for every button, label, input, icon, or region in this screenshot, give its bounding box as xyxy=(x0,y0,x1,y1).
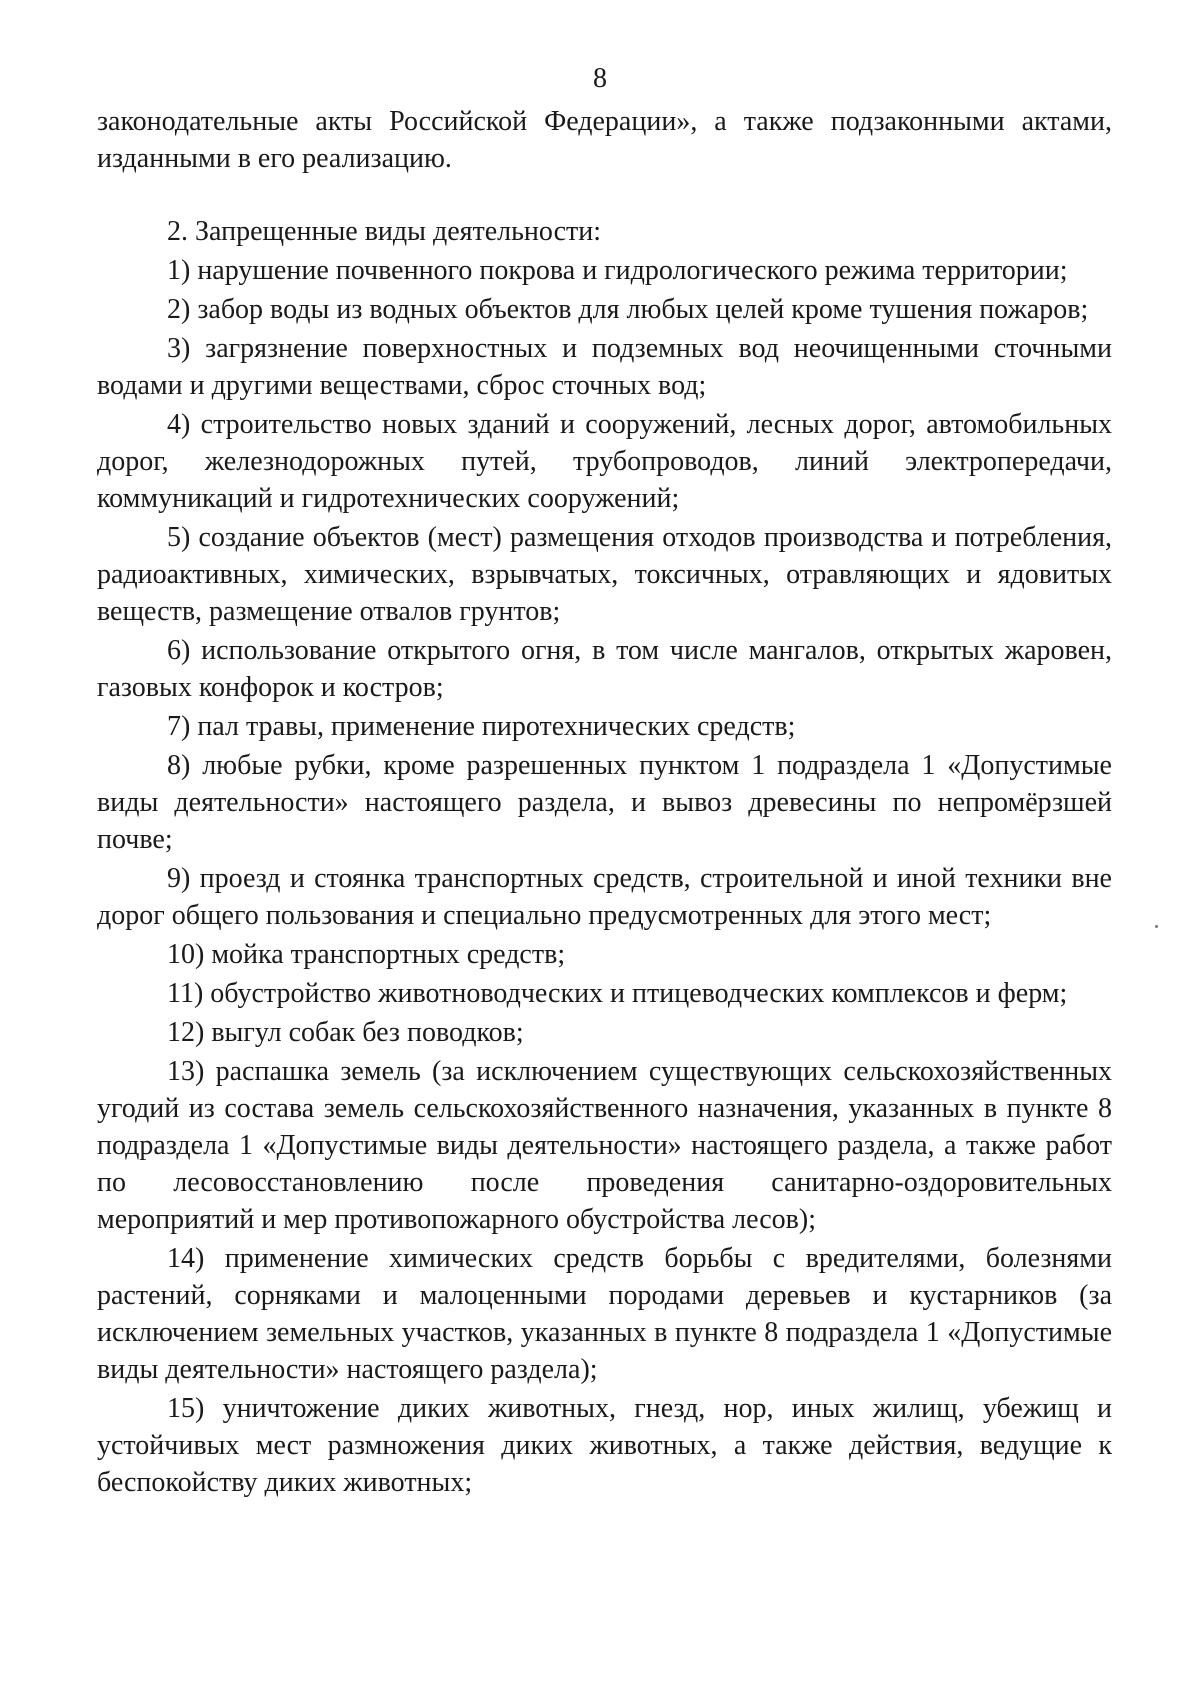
prohibited-item-8: 8) любые рубки, кроме разрешенных пунктом 1 подраздела 1 «Допустимые виды деятельности» настоящего раздела, и вывоз древесины по непромёрзшей почве; xyxy=(97,750,1112,855)
prohibited-item-4: 4) строительство новых зданий и сооружений, лесных дорог, автомобильных дорог, железнодорожных путей, трубопроводов, линий электропередачи, коммуникаций и гидротехнических сооружений; xyxy=(97,409,1112,514)
intro-paragraph: законодательные акты Российской Федерации», а также подзаконными актами, изданными в его реализацию. xyxy=(97,106,1112,174)
document-body xyxy=(97,103,1112,1501)
prohibited-item-11: 11) обустройство животноводческих и птицеводческих комплексов и ферм; xyxy=(167,978,1068,1009)
page-number: 8 xyxy=(593,63,607,94)
scan-speck xyxy=(1155,925,1158,928)
prohibited-item-12: 12) выгул собак без поводков; xyxy=(167,1017,524,1048)
prohibited-item-15: 15) уничтожение диких животных, гнезд, нор, иных жилищ, убежищ и устойчивых мест размножения диких животных, а также действия, ведущие к беспокойству диких животных; xyxy=(97,1393,1112,1498)
section-heading: 2. Запрещенные виды деятельности: xyxy=(167,216,602,247)
prohibited-item-1: 1) нарушение почвенного покрова и гидрологического режима территории; xyxy=(167,255,1068,286)
prohibited-item-3: 3) загрязнение поверхностных и подземных вод неочищенными сточными водами и другими веществами, сброс сточных вод; xyxy=(97,333,1112,401)
prohibited-item-9: 9) проезд и стоянка транспортных средств, строительной и иной техники вне дорог общего пользования и специально предусмотренных для этого мест; xyxy=(97,863,1112,931)
prohibited-item-14: 14) применение химических средств борьбы с вредителями, болезнями растений, сорняками и малоценными породами деревьев и кустарников (за исключением земельных участков, указанных в пункте 8 подраздела 1 «Допустимые виды деятельности» настоящего раздела); xyxy=(97,1243,1112,1385)
prohibited-item-2: 2) забор воды из водных объектов для любых целей кроме тушения пожаров; xyxy=(167,294,1089,325)
prohibited-item-6: 6) использование открытого огня, в том числе мангалов, открытых жаровен, газовых конфорок и костров; xyxy=(97,635,1112,703)
prohibited-item-10: 10) мойка транспортных средств; xyxy=(167,939,566,970)
prohibited-item-5: 5) создание объектов (мест) размещения отходов производства и потребления, радиоактивных, химических, взрывчатых, токсичных, отравляющих и ядовитых веществ, размещение отвалов грунтов; xyxy=(97,522,1112,627)
prohibited-item-13: 13) распашка земель (за исключением существующих сельскохозяйственных угодий из состава земель сельскохозяйственного назначения, указанных в пункте 8 подраздела 1 «Допустимые виды деятельности» настоящего раздела, а также работ по лесовосстановлению после проведения санитарно-оздоровительных мероприятий и мер противопожарного обустройства лесов); xyxy=(97,1056,1112,1235)
prohibited-item-7: 7) пал травы, применение пиротехнических средств; xyxy=(167,711,796,742)
